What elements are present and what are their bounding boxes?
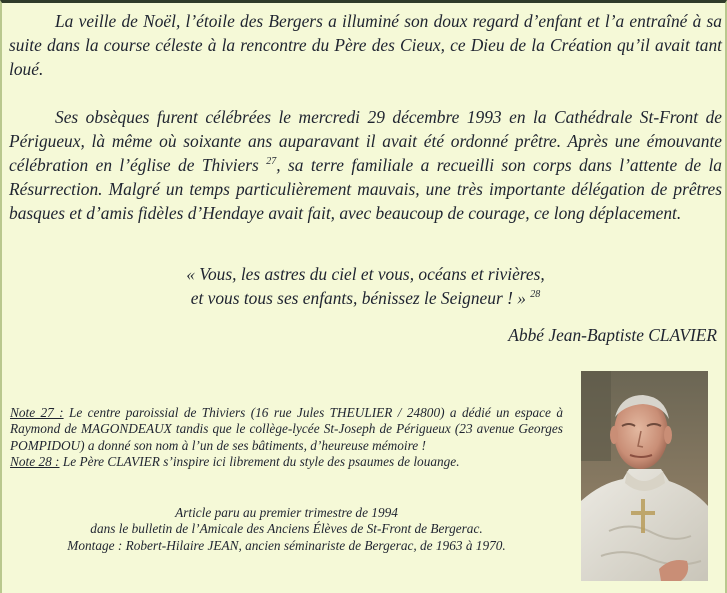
priest-portrait-photo	[581, 371, 708, 581]
footnote-marker-27: 27	[266, 156, 277, 168]
footnote-28-label: Note 28 :	[10, 454, 60, 470]
article-body	[9, 9, 722, 225]
credit-line-1: Article paru au premier trimestre de 1994	[175, 505, 398, 520]
author-signature: Abbé Jean-Baptiste CLAVIER	[508, 325, 717, 345]
quote-line-2-text: et vous tous ses enfants, bénissez le Seigneur ! »	[190, 288, 526, 308]
footnotes	[10, 405, 563, 471]
footnote-27-text: Le centre paroissial de Thiviers (16 rue Jules THEULIER / 24800) a dédié un espace à Raymond de MAGONDEAUX tandis que le collège-lycée St-Joseph de Périgueux (23 avenue Georges POMPIDOU) a donné son nom à l’un de ses bâtiments, d’heureuse mémoire !	[10, 405, 563, 453]
quote-line-2	[2, 286, 727, 310]
portrait-illustration	[581, 371, 708, 581]
footnote-marker-28: 28	[530, 289, 541, 301]
footnote-28	[10, 454, 563, 470]
funeral-text-end: , sa terre familiale a recueilli son corps dans l’attente de la Résurrection. Malgré un temps particulièrement mauvais, une très importante délégation de prêtres basques et d’amis fidèles d’Hendaye avait fait, avec beaucoup de courage, ce long déplacement.	[9, 155, 722, 223]
footnote-27-label: Note 27 :	[10, 405, 64, 420]
paragraph-christmas-eve: La veille de Noël, l’étoile des Bergers a illuminé son doux regard d’enfant et l’a entraîné à sa suite dans la course céleste à la rencontre du Père des Cieux, ce Dieu de la Création qu’il avait tant loué.	[9, 11, 722, 79]
footnote-28-text: Le Père CLAVIER s’inspire ici librement du style des psaumes de louange.	[59, 454, 460, 470]
credit-line-3: Montage : Robert-Hilaire JEAN, ancien séminariste de Bergerac, de 1963 à 1970.	[67, 537, 506, 553]
funeral-text-start: Ses obsèques furent célébrées le mercredi 29 décembre 1993 en la Cathédrale St-Front de Périgueux, là même où soixante ans auparavant il avait été ordonné prêtre. Après une émouvante célébration en l’église de Thiviers	[9, 107, 722, 175]
quote-line-1: « Vous, les astres du ciel et vous, océans et rivières,	[186, 264, 545, 284]
psalm-quote	[2, 262, 727, 310]
credit-line-2: dans le bulletin de l’Amicale des Anciens Élèves de St-Front de Bergerac.	[90, 521, 483, 537]
publication-credits	[10, 505, 563, 554]
paragraph-funeral	[9, 105, 722, 225]
footnote-27	[10, 405, 563, 454]
